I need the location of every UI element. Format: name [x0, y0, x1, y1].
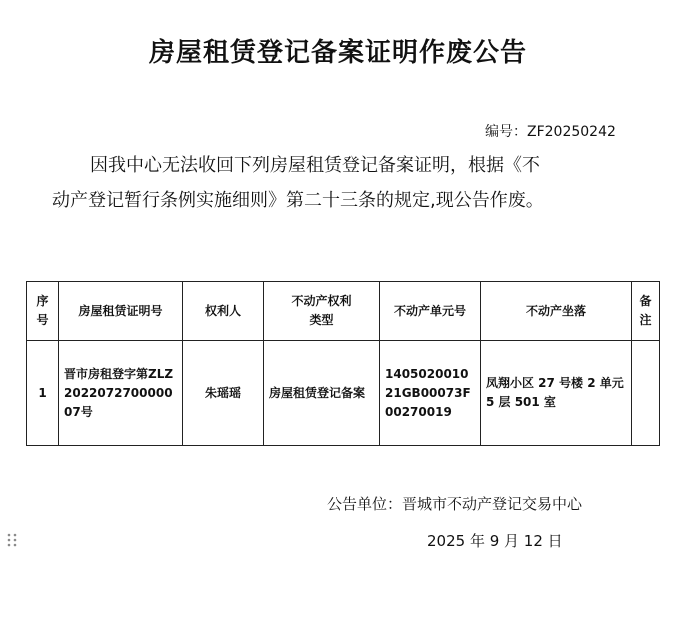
- cell-location: 凤翔小区 27 号楼 2 单元 5 层 501 室: [481, 341, 632, 446]
- issuer-line: 公告单位：晋城市不动产登记交易中心: [327, 495, 583, 513]
- cell-holder: 朱瑶瑶: [183, 341, 264, 446]
- header-location: 不动产坐落: [481, 282, 632, 341]
- table-row: [27, 341, 660, 446]
- records-table: [26, 281, 660, 446]
- cell-seq: 1: [27, 341, 59, 446]
- announcement-body: [52, 148, 637, 218]
- header-unit-no: 不动产单元号: [380, 282, 481, 341]
- page-title: 房屋租赁登记备案证明作废公告: [148, 38, 527, 68]
- header-holder: 权利人: [183, 282, 264, 341]
- issue-date: 2025 年 9 月 12 日: [427, 532, 563, 550]
- header-remark: 备注: [632, 282, 660, 341]
- cell-unit-no: 140502001021GB00073F00270019: [380, 341, 481, 446]
- drag-handle-icon[interactable]: [6, 532, 18, 548]
- body-line-2: 动产登记暂行条例实施细则》第二十三条的规定,现公告作废。: [52, 190, 544, 211]
- document-number: 编号：ZF20250242: [485, 124, 616, 140]
- header-right-type: 不动产权利类型: [264, 282, 380, 341]
- cell-cert-no: 晋市房租登字第ZLZ202207270000007号: [59, 341, 183, 446]
- header-cert-no: 房屋租赁证明号: [59, 282, 183, 341]
- body-line-1: 因我中心无法收回下列房屋租赁登记备案证明，根据《不: [90, 155, 540, 176]
- cell-remark: [632, 341, 660, 446]
- drag-dots-icon: [6, 532, 18, 548]
- cell-right-type: 房屋租赁登记备案: [264, 341, 380, 446]
- table-header-row: [27, 282, 660, 341]
- header-seq: 序号: [27, 282, 59, 341]
